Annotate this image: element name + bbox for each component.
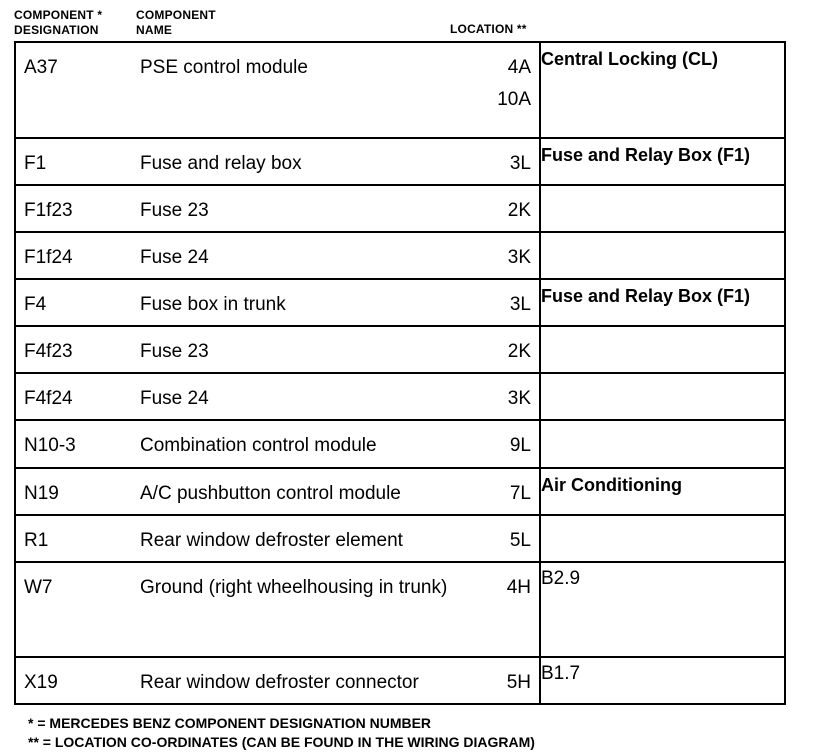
component-location [497,52,531,116]
location-value: 5L [509,530,531,551]
reference-cell [540,42,785,138]
component-designation: F1f23 [24,200,73,221]
reference-text: Fuse and Relay Box (F1) [541,286,751,306]
location-value: 5H [506,672,531,693]
component-name: A/C pushbutton control module [140,483,401,504]
reference-cell [540,232,785,279]
component-location [508,242,531,274]
component-name: Fuse 24 [140,247,209,268]
location-value: 3K [507,388,531,409]
table-row [15,657,785,704]
component-designation: F4f24 [24,388,73,409]
component-name: Fuse 23 [140,341,209,362]
component-cell [15,562,540,657]
component-name: Rear window defroster connector [140,672,419,693]
reference-cell [540,515,785,562]
component-cell [15,279,540,326]
location-value: 3L [509,294,531,315]
reference-text: Fuse and Relay Box (F1) [541,145,751,165]
table-row [15,279,785,326]
reference-cell [540,326,785,373]
reference-cell [540,373,785,420]
component-location [508,195,531,227]
header-designation-line2: DESIGNATION [14,23,99,37]
component-designation: F1 [24,153,47,174]
reference-text: B1.7 [541,663,581,684]
reference-cell [540,185,785,232]
component-location [508,336,531,368]
reference-cell [540,420,785,468]
component-location [507,572,531,604]
header-name-line1: COMPONENT [136,8,216,22]
component-name: PSE control module [140,57,308,78]
table-row [15,420,785,468]
component-cell [15,657,540,704]
reference-text: Central Locking (CL) [541,49,719,69]
table-row [15,232,785,279]
header-name [136,8,216,38]
component-cell [15,515,540,562]
footnote-location: ** = LOCATION CO-ORDINATES (CAN BE FOUND IN THE WIRING DIAGRAM) [28,734,535,750]
component-name: Fuse 23 [140,200,209,221]
location-value: 2K [507,200,531,221]
component-designation: W7 [24,577,53,598]
table-row [15,42,785,138]
reference-cell [540,562,785,657]
component-name: Ground (right wheelhousing in trunk) [140,577,448,598]
table-row [15,138,785,185]
component-name: Combination control module [140,435,377,456]
table-row [15,373,785,420]
component-designation: F4f23 [24,341,73,362]
component-cell [15,373,540,420]
header-name-line2: NAME [136,23,173,37]
component-name: Rear window defroster element [140,530,403,551]
reference-text: B2.9 [541,568,581,589]
component-cell [15,468,540,515]
component-location [510,430,531,462]
component-cell [15,420,540,468]
component-name: Fuse and relay box [140,153,302,174]
component-name: Fuse box in trunk [140,294,286,315]
component-cell [15,138,540,185]
table-row [15,326,785,373]
footnote-designation: * = MERCEDES BENZ COMPONENT DESIGNATION NUMBER [28,715,432,731]
component-cell [15,185,540,232]
component-location [508,383,531,415]
location-value: 4A [507,57,531,78]
component-location [510,525,531,557]
component-designation: N10-3 [24,435,76,456]
component-designation: A37 [24,57,58,78]
location-value: 4H [506,577,531,598]
table-row [15,185,785,232]
reference-cell [540,138,785,185]
component-location [510,289,531,321]
component-cell [15,232,540,279]
component-cell [15,42,540,138]
component-location [510,148,531,180]
component-designation: F4 [24,294,47,315]
component-table [14,41,786,705]
location-value: 7L [509,483,531,504]
table-row [15,468,785,515]
component-name: Fuse 24 [140,388,209,409]
location-value: 9L [509,435,531,456]
location-value: 2K [507,341,531,362]
component-designation: N19 [24,483,59,504]
component-location [507,667,531,699]
reference-cell [540,468,785,515]
header-designation-line1: COMPONENT * [14,8,103,22]
component-designation: F1f24 [24,247,73,268]
table-row [15,562,785,657]
component-designation: X19 [24,672,58,693]
table-row [15,515,785,562]
reference-text: Air Conditioning [541,475,682,495]
component-designation: R1 [24,530,49,551]
header-location: LOCATION ** [450,22,527,36]
component-location [510,478,531,510]
component-cell [15,326,540,373]
reference-cell [540,657,785,704]
reference-cell [540,279,785,326]
location-value: 3K [507,247,531,268]
location-value: 3L [509,153,531,174]
header-designation [14,8,102,38]
location-value: 10A [497,89,531,110]
